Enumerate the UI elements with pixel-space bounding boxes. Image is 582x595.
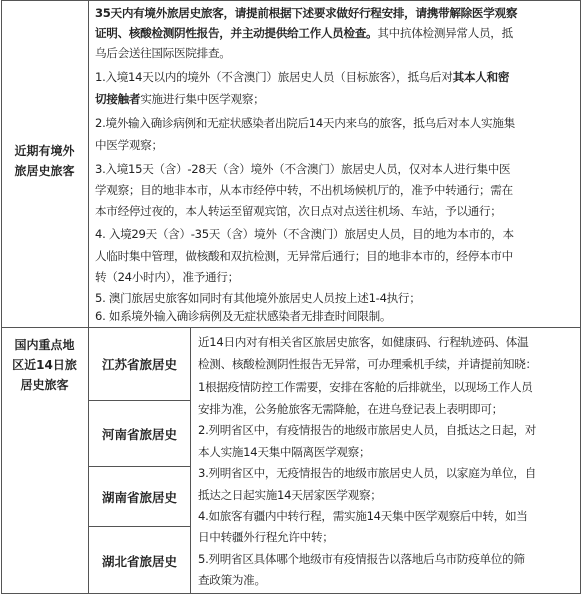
s1-item5: 5. 澳门旅居史旅客如同时有其他境外旅居史人员按上述1-4执行； (95, 291, 421, 305)
s1-item4-line3: 转（24小时内），准予通行； (95, 270, 239, 284)
s1-item2-line1: 2.境外输入确诊病例和无症状感染者出院后14天内来乌的旅客，抵乌后对本人实施集 (95, 116, 515, 130)
s1-item1-text2: 实施进行集中医学观察； (140, 92, 265, 106)
section2-label-line3: 居史旅客 (20, 378, 69, 392)
section1-label (1, 141, 88, 181)
section2-label-line2: 区近14日旅 (12, 358, 77, 372)
s1-item1-bold2: 切接触者 (95, 92, 141, 106)
s1-line2 (95, 23, 513, 43)
s2-line6: 本人实施14天集中隔离医学观察； (198, 445, 371, 459)
column-divider-2 (190, 328, 191, 594)
province-divider-2 (88, 466, 190, 467)
s2-line2: 检测、核酸检测阴性报告无异常，可办理乘机手续，并请提前知晓： (198, 357, 537, 371)
s2-line8: 抵达之日起实施14天居家医学观察； (198, 488, 382, 502)
s2-line9: 4.如旅客有疆内中转行程，需实施14天集中医学观察后中转，如当 (198, 509, 528, 523)
province-jiangsu: 江苏省旅居史 (101, 357, 177, 372)
province-hubei: 湖北省旅居史 (101, 554, 177, 569)
s2-line11: 5.列明省区具体哪个地级市有疫情报告以落地后乌市防疫单位的筛 (198, 552, 525, 566)
s1-item2-line2: 中医学观察； (95, 138, 163, 152)
province-divider-3 (88, 526, 190, 527)
section2-label-line1: 国内重点地 (14, 338, 75, 352)
s2-line12: 查政策为准。 (198, 573, 266, 587)
s1-item1-bold: 其本人和密 (452, 70, 510, 84)
s2-line4: 安排为准，公务舱旅客无需降舱，在进乌登记表上表明即可； (198, 402, 503, 416)
s1-item1-line2 (95, 89, 264, 109)
section2-label (1, 335, 88, 395)
table-border-left (1, 0, 2, 594)
section-divider (1, 327, 581, 328)
travel-policy-table (1, 0, 581, 594)
s1-line3: 乌后会送往国际医院排查。 (95, 46, 231, 60)
s2-line7: 3.列明省区中，无疫情报告的地级市旅居史人员，以家庭为单位，自 (198, 466, 536, 480)
s1-item1-line1 (95, 67, 509, 87)
s2-line10: 日中转疆外行程允许中转； (198, 530, 334, 544)
s2-line1: 近14日内对有相关省区旅居史旅客，如健康码、行程轨迹码、体温 (198, 335, 529, 349)
s2-line5: 2.列明省区中，有疫情报告的地级市旅居史人员，自抵达之日起，对 (198, 423, 536, 437)
province-henan: 河南省旅居史 (101, 427, 177, 442)
province-divider-1 (88, 400, 190, 401)
s1-item3-line1: 3.入境15天（含）-28天（含）境外（不含澳门）旅居史人员，仅对本人进行集中医 (95, 162, 511, 176)
table-border-right (580, 0, 581, 594)
s1-item4-line1: 4. 入境29天（含）-35天（含）境外（不含澳门）旅居史人员，目的地为本市的，本 (95, 227, 514, 241)
s1-item4-line2: 人临时集中管理，做核酸和双抗检测，无异常后通行；目的地非本市的，经停本市中 (95, 249, 513, 263)
section1-label-line1: 近期有境外 (14, 144, 75, 158)
section1-label-line2: 旅居史旅客 (14, 164, 75, 178)
s1-line2-normal: 其中抗体检测异常人员，抵 (377, 26, 513, 40)
province-hunan: 湖南省旅居史 (101, 490, 177, 505)
s1-item3-line3: 本市经停过夜的，本人转运至留观宾馆，次日点对点送往机场、车站，予以通行； (95, 204, 502, 218)
s1-item1-text: 1.入境14天以内的境外（不含澳门）旅居史人员（目标旅客），抵乌后对 (95, 70, 453, 84)
s1-item6: 6. 如系境外输入确诊病例及无症状感染者无排查时间限制。 (95, 309, 392, 323)
s1-line1: 35天内有境外旅居史旅客，请提前根据下述要求做好行程安排，请携带解除医学观察 (95, 6, 518, 20)
s1-line2-bold: 证明、核酸检测阴性报告，并主动提供给工作人员检查。 (95, 26, 378, 40)
s1-item3-line2: 学观察；目的地非本市，从本市经停中转，不出机场候机厅的，准予中转通行；需在 (95, 183, 513, 197)
s2-line3: 1根据疫情防控工作需要，安排在客舱的后排就坐，以现场工作人员 (198, 380, 533, 394)
